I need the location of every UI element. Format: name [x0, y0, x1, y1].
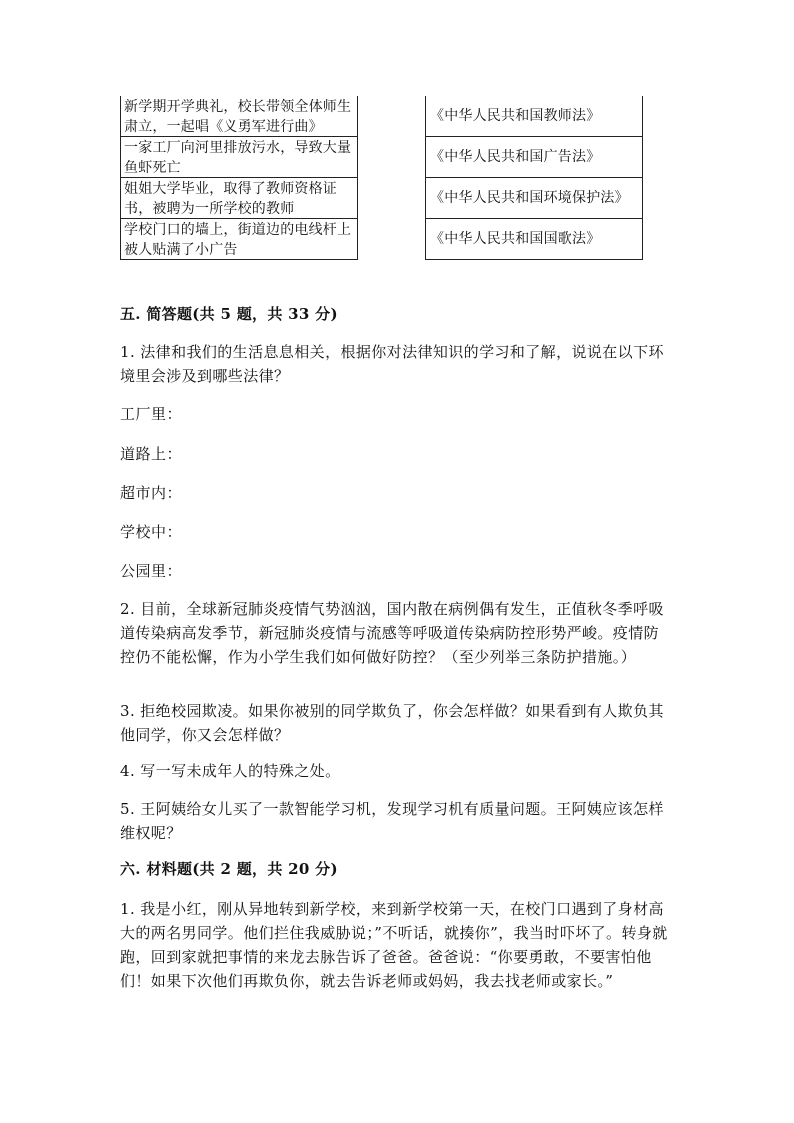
question-5-3: 3. 拒绝校园欺凌。如果你被别的同学欺负了，你会怎样做？如果看到有人欺负其他同学，你又会怎样做？	[120, 702, 664, 744]
question-6-1: 1. 我是小红，刚从异地转到新学校，来到新学校第一天，在校门口遇到了身材高大的两名男同学。他们拦住我威胁说；”不听话，就揍你”，我当时吓坏了。转身就跑，回到家就把事情的来龙去脉告诉了爸爸。爸爸说：“你要勇敢，不要害怕他们！如果下次他们再欺负你，就去告诉老师或妈妈，我去找老师或家长。”	[120, 900, 668, 990]
matching-table	[120, 96, 644, 260]
left-item: 一家工厂向河里排放污水，导致大量鱼虾死亡	[120, 137, 358, 178]
place-factory: 工厂里：	[120, 405, 183, 423]
place-school: 学校中：	[120, 523, 183, 541]
question-5-1: 1. 法律和我们的生活息息相关，根据你对法律知识的学习和了解，说说在以下环境里会涉及到哪些法律？	[120, 343, 664, 385]
place-road: 道路上：	[120, 445, 183, 463]
matching-left-column	[120, 96, 358, 260]
section-5-heading: 五. 简答题(共 5 题，共 33 分)	[120, 305, 338, 323]
question-5-5: 5. 王阿姨给女儿买了一款智能学习机，发现学习机有质量问题。王阿姨应该怎样维权呢？	[120, 800, 664, 842]
matching-right-column	[425, 96, 643, 260]
section-6-heading: 六. 材料题(共 2 题，共 20 分)	[120, 860, 338, 878]
question-5-2: 2. 目前，全球新冠肺炎疫情气势汹汹，国内散在病例偶有发生，正值秋冬季呼吸道传染病高发季节，新冠肺炎疫情与流感等呼吸道传染病防控形势严峻。疫情防控仍不能松懈，作为小学生我们如何做好防控？（至少列举三条防护措施。）	[120, 600, 664, 666]
question-5-4: 4. 写一写未成年人的特殊之处。	[120, 762, 341, 780]
place-supermarket: 超市内：	[120, 484, 183, 502]
left-item: 学校门口的墙上，街道边的电线杆上被人贴满了小广告	[120, 219, 358, 260]
right-item: 《中华人民共和国环境保护法》	[425, 178, 643, 219]
left-item: 姐姐大学毕业，取得了教师资格证书，被聘为一所学校的教师	[120, 178, 358, 219]
right-item: 《中华人民共和国教师法》	[425, 96, 643, 137]
place-park: 公园里：	[120, 562, 183, 580]
right-item: 《中华人民共和国国歌法》	[425, 219, 643, 260]
left-item: 新学期开学典礼，校长带领全体师生肃立，一起唱《义勇军进行曲》	[120, 96, 358, 137]
right-item: 《中华人民共和国广告法》	[425, 137, 643, 178]
